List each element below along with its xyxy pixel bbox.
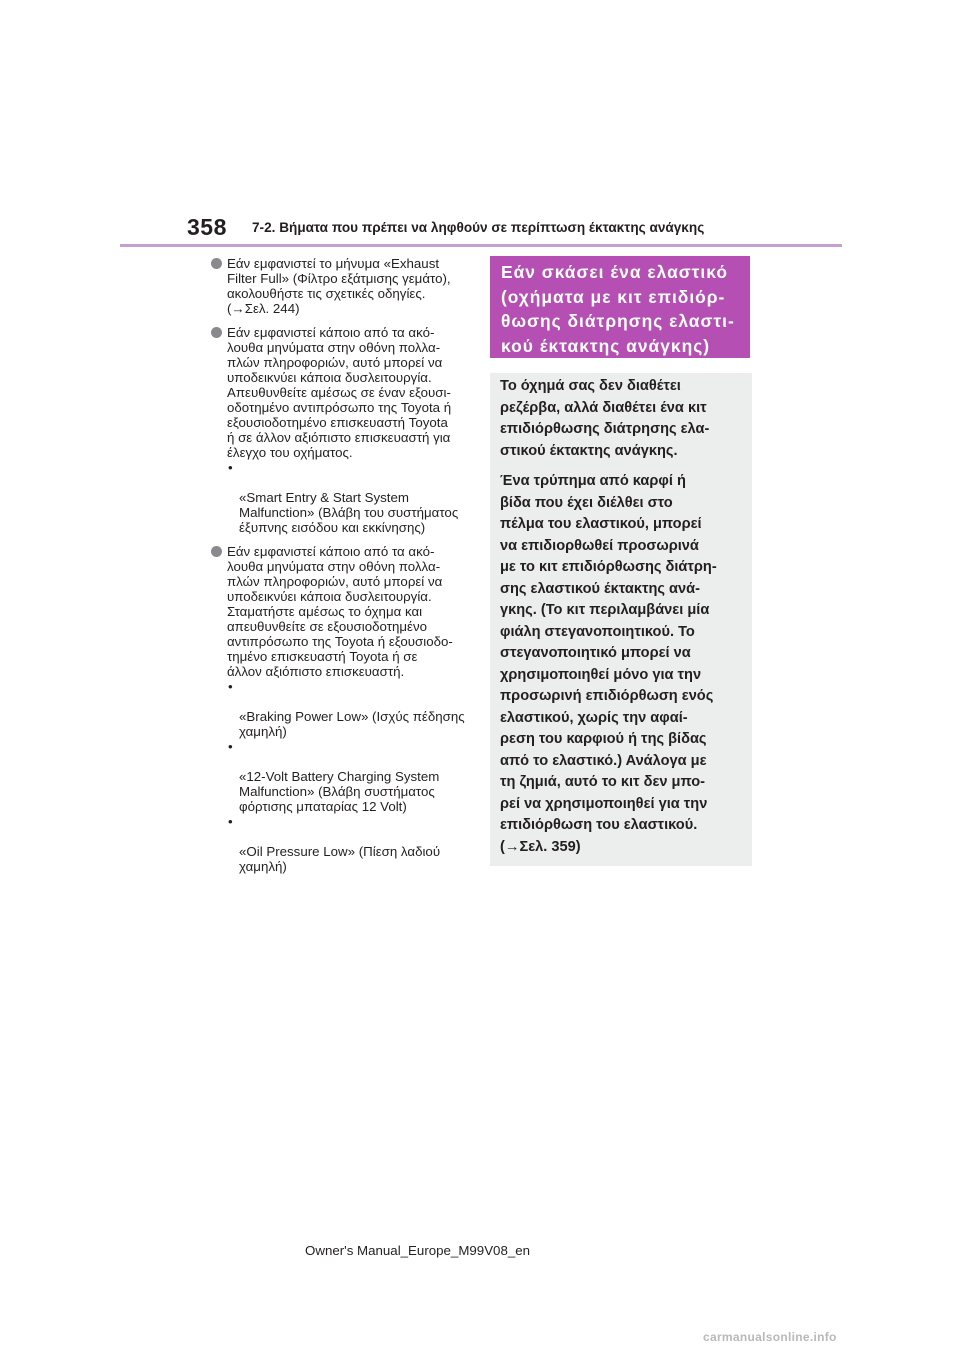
- info-paragraph: Το όχημά σας δεν διαθέτει ρεζέρβα, αλλά διαθέτει ένα κιτ επιδιόρθωσης διάτρησης ελα- στικού έκτακτης ανάγκης.: [500, 378, 710, 459]
- info-paragraph: Ένα τρύπημα από καρφί ή βίδα που έχει διέλθει στο πέλμα του ελαστικού, μπορεί να επιδιορθωθεί προσωρινά με το κιτ επιδιόρθωσης διάτρη- σης ελαστικού έκτακτης ανά- γκης. (Το κιτ περιλαμβάνει μία φιάλη στεγανοποιητικού. Το στεγανοποιητικό μπορεί να χρησιμοποιηθεί μόνο για την προσωρινή επιδιόρθωση ενός ελαστικού, χωρίς την αφαί- ρεση του καρφιού ή της βίδας από το ελαστικό.) Ανάλογα με τη ζημιά, αυτό το κιτ δεν μπο- ρεί να χρησιμοποιηθεί για την επιδιόρθωση του ελαστικού. (→Σελ. 359): [500, 473, 717, 855]
- sub-list-item: [227, 814, 474, 874]
- sub-list-item: [227, 679, 474, 739]
- sub-list-item: [227, 739, 474, 814]
- sub-list-item-text: «Oil Pressure Low» (Πίεση λαδιού χαμηλή): [239, 844, 441, 874]
- section-title: 7-2. Βήματα που πρέπει να ληφθούν σε περίπτωση έκτακτης ανάγκης: [252, 220, 705, 235]
- bullet-dot-icon: •: [228, 460, 233, 475]
- footer-manual-id: Owner's Manual_Europe_M99V08_en: [305, 1243, 531, 1258]
- sub-list-item-text: «12-Volt Battery Charging System Malfunction» (Βλάβη συστήματος φόρτισης μπαταρίας 12 Volt): [239, 769, 440, 814]
- bullet-dot-icon: •: [228, 814, 233, 829]
- list-item: [210, 325, 474, 535]
- gray-circle-bullet-icon: [211, 327, 222, 338]
- sub-list-item: [227, 460, 474, 535]
- list-item: [210, 256, 474, 316]
- left-column: [210, 256, 474, 883]
- banner-title: Εάν σκάσει ένα ελαστικό (οχήματα με κιτ επιδιόρ- θωσης διάτρησης ελαστι- κού έκτακτης ανάγκης): [501, 262, 735, 356]
- header-divider: [120, 244, 842, 247]
- info-box: [490, 373, 752, 866]
- watermark: carmanualsonline.info: [703, 1330, 837, 1344]
- page-number: 358: [187, 214, 227, 240]
- list-item-text: Εάν εμφανιστεί κάποιο από τα ακό- λουθα μηνύματα στην οθόνη πολλα- πλών πληροφοριών, αυτό μπορεί να υποδεικνύει κάποια δυσλειτουργία. Απευθυνθείτε αμέσως σε έναν εξουσι- οδοτημένο αντιπρόσωπο της Toyota ή εξουσιοδοτημένο επισκευαστή Toyota ή σε άλλον αξιόπιστο επισκευαστή για έλεγχο του οχήματος.: [227, 325, 452, 460]
- bullet-dot-icon: •: [228, 679, 233, 694]
- list-item: [210, 544, 474, 874]
- list-item-text: Εάν εμφανιστεί το μήνυμα «Exhaust Filter Full» (Φίλτρο εξάτμισης γεμάτο), ακολουθήστε τις σχετικές οδηγίες. (→Σελ. 244): [227, 256, 451, 316]
- gray-circle-bullet-icon: [211, 258, 222, 269]
- sub-list-item-text: «Braking Power Low» (Ισχύς πέδησης χαμηλή): [239, 709, 465, 739]
- section-banner: [490, 256, 750, 358]
- list-item-text: Εάν εμφανιστεί κάποιο από τα ακό- λουθα μηνύματα στην οθόνη πολλα- πλών πληροφοριών, αυτό μπορεί να υποδεικνύει κάποια δυσλειτουργία. Σταματήστε αμέσως το όχημα και απευθυνθείτε σε εξουσιοδοτημένο αντιπρόσωπο της Toyota ή εξουσιοδο- τημένο επισκευαστή Toyota ή σε άλλον αξιόπιστο επισκευαστή.: [227, 544, 453, 679]
- gray-circle-bullet-icon: [211, 546, 222, 557]
- bullet-dot-icon: •: [228, 739, 233, 754]
- sub-list-item-text: «Smart Entry & Start System Malfunction» (Βλάβη του συστήματος έξυπνης εισόδου και εκκίνησης): [239, 490, 459, 535]
